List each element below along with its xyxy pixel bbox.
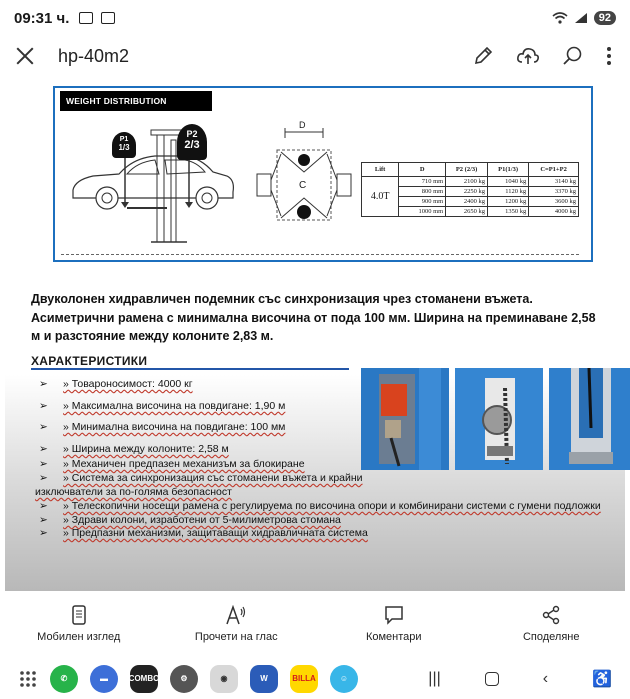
arrow-bullet-icon: ➢ [39,500,48,512]
weight-distribution-diagram [53,86,593,262]
mobile-view-button[interactable] [0,596,158,652]
read-aloud-button[interactable] [158,596,316,652]
list-item: ➢ » Предпазни механизми, защитаващи хидравличната система [39,527,368,539]
c-label: C [299,180,307,191]
p1-weight-marker [112,132,136,158]
document-page [5,76,625,591]
list-item: ➢ » Механичен предпазен механизъм за блокиране [39,458,305,470]
arrow-bullet-icon: ➢ [39,378,48,390]
settings-app-icon[interactable]: ⚙ [170,665,198,693]
arrow-bullet-icon: ➢ [39,458,48,470]
table-cell: 2100 kg [446,177,488,187]
share-label: Споделяне [522,631,580,643]
app-bar [0,36,630,76]
table-cell: 3370 kg [529,187,579,197]
list-item: ➢ » Минимална височина на повдигане: 100 мм [39,421,286,433]
photo-column-base[interactable] [549,368,630,470]
heading-underline [31,368,349,370]
table-header: P1(1/3) [487,163,528,177]
table-header: D [399,163,446,177]
photo-lock-mechanism[interactable] [361,368,449,470]
list-item: ➢ » Ширина между колоните: 2,58 м [39,443,229,455]
edit-icon[interactable] [472,45,494,67]
p1-fraction: 1/3 [118,143,130,152]
list-item: ➢ » Максимална височина на повдигане: 1,90 м [39,400,286,412]
table-cell: 1000 mm [399,207,446,217]
lift-capacity-cell: 4.0T [362,177,399,217]
table-cell: 1350 kg [487,207,528,217]
status-bar [0,0,630,36]
messages-app-icon[interactable]: ▬ [90,665,118,693]
read-aloud-icon [225,605,247,625]
table-cell: 800 mm [399,187,446,197]
list-item: ➢ » Товароносимост: 4000 кг [39,378,193,390]
phone-icon [72,605,86,625]
table-cell: 4000 kg [529,207,579,217]
cloud-upload-icon[interactable] [516,45,540,67]
search-icon[interactable] [562,45,584,67]
photo-chain-pulley[interactable] [455,368,543,470]
table-header: C=P1+P2 [529,163,579,177]
table-header: P2 (2/3) [446,163,488,177]
table-header-row [362,163,579,177]
table-cell: 1200 kg [487,197,528,207]
table-row [362,177,579,187]
list-item: ➢ » Система за синхронизация със стоманени въжета и крайни [39,472,363,484]
document-title: hp-40m2 [58,45,130,66]
accessibility-icon[interactable]: ♿ [592,670,612,688]
arrow-bullet-icon: ➢ [39,472,48,484]
arrow-bullet-icon: ➢ [39,400,48,412]
table-cell: 3600 kg [529,197,579,207]
gallery-icon [101,12,115,24]
d-label: D [299,120,306,130]
back-icon[interactable]: ‹ [542,669,549,687]
product-description: Двуколонен хидравличен подемник със синхронизация чрез стоманени въжета. Асиметрични рамена с минималнa височина от пода 100 мм. Ширина на преминаване 2,58 м и разстояние между колоните 2,83 м. [31,292,596,343]
table-cell: 1120 kg [487,187,528,197]
bottom-action-bar [0,596,630,652]
table-cell: 2650 kg [446,207,488,217]
phone-app-icon[interactable]: ✆ [50,665,78,693]
system-nav-bar [0,658,630,699]
screenshot-icon [79,12,93,24]
table-cell: 2250 kg [446,187,488,197]
table-cell: 900 mm [399,197,446,207]
mobile-view-label: Мобилен изглед [37,631,121,643]
close-icon[interactable] [14,45,36,67]
app-drawer-icon[interactable] [18,669,38,689]
table-cell: 710 mm [399,177,446,187]
diagram-header: WEIGHT DISTRIBUTION [60,91,212,111]
p2-weight-marker [177,124,207,160]
more-options-icon[interactable] [606,46,612,66]
arrow-bullet-icon: ➢ [39,514,48,526]
comment-icon [384,605,404,625]
billa-app-icon[interactable]: BILLA [290,665,318,693]
arrow-bullet-icon: ➢ [39,443,48,455]
table-cell: 1040 kg [487,177,528,187]
table-cell: 3140 kg [529,177,579,187]
table-cell: 2400 kg [446,197,488,207]
characteristics-heading: ХАРАКТЕРИСТИКИ [31,354,148,368]
camera-app-icon[interactable]: ◉ [210,665,238,693]
wifi-icon [552,12,568,24]
word-app-icon[interactable]: W [250,665,278,693]
share-button[interactable] [473,596,630,652]
weight-table [361,162,579,217]
battery-indicator: 92 [594,11,616,25]
comments-label: Коментари [365,631,422,643]
clock: 09:31 ч. [14,9,70,27]
arrow-bullet-icon: ➢ [39,527,48,539]
waze-app-icon[interactable]: ☺ [330,665,358,693]
share-icon [541,605,561,625]
list-item: ➢ » Здрави колони, изработени от 5-милиметрова стомана [39,514,341,526]
product-photos [361,368,630,470]
arrow-bullet-icon: ➢ [39,421,48,433]
combo-app-icon[interactable]: COMBO [130,665,158,693]
car-lift-illustration [67,118,239,250]
comments-button[interactable] [315,596,473,652]
p2-fraction: 2/3 [184,139,200,151]
diagram-divider [61,254,579,255]
signal-icon [574,12,588,24]
p2-label: P2 [186,129,198,139]
list-item-continuation: изключватели за по-голяма безопасност [35,486,232,498]
table-header: Lift [362,163,399,177]
home-icon[interactable] [485,672,499,686]
read-aloud-label: Прочети на глас [194,631,278,643]
p1-label: P1 [119,136,129,143]
list-item: ➢ » Телескопични носещи рамена с регулируема по височина опори и комбинирани системи с гумени подложки [39,500,601,512]
recent-apps-icon[interactable]: ||| [428,669,441,687]
